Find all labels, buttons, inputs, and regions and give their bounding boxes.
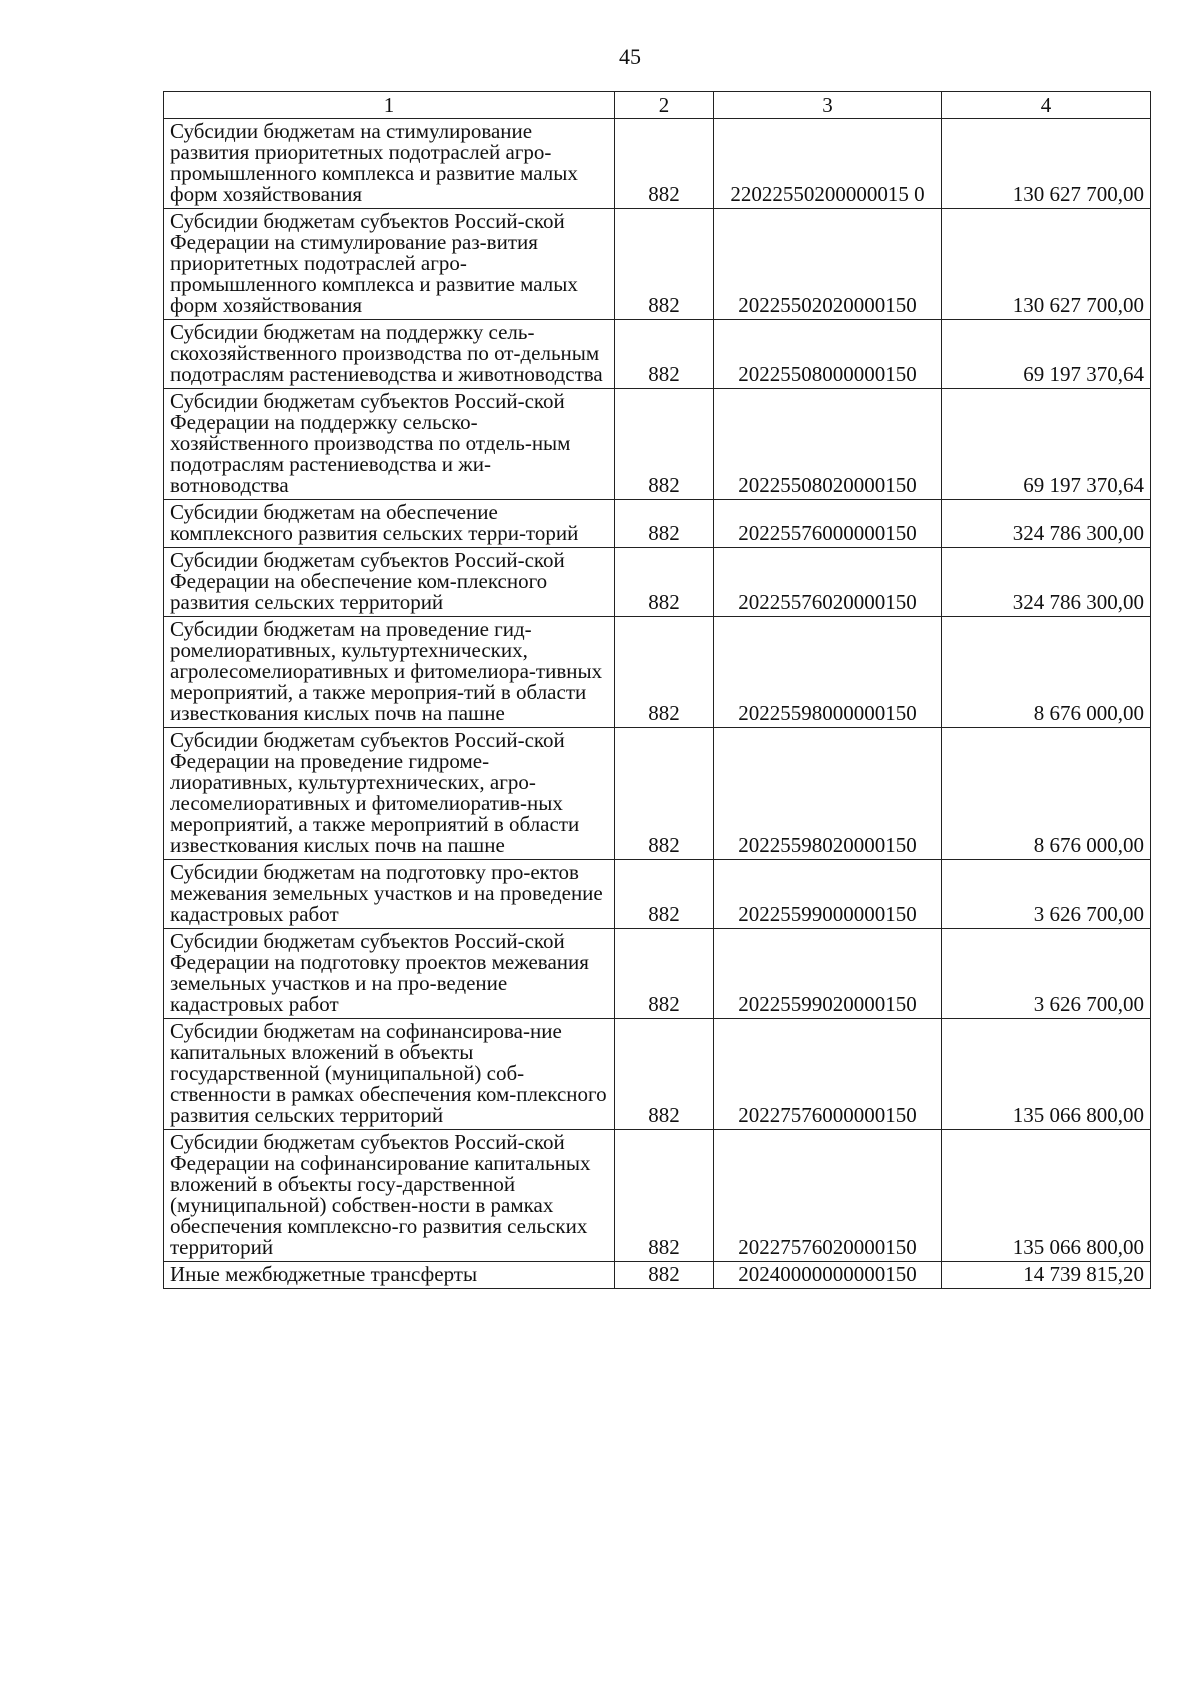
row-budget-code: 20240000000000150 (714, 1262, 942, 1289)
row-amount: 324 786 300,00 (942, 548, 1151, 617)
table-header-row (164, 92, 1151, 119)
row-amount: 8 676 000,00 (942, 617, 1151, 728)
row-name: Субсидии бюджетам субъектов Россий-ской Федерации на поддержку сельско-хозяйственного производства по отдель-ным подотраслям растениеводства и жи-вотноводства (164, 389, 615, 500)
row-amount: 130 627 700,00 (942, 209, 1151, 320)
row-amount: 3 626 700,00 (942, 929, 1151, 1019)
row-admin-code: 882 (615, 929, 714, 1019)
row-amount: 130 627 700,00 (942, 119, 1151, 209)
row-name: Субсидии бюджетам субъектов Россий-ской Федерации на софинансирование капитальных вложений в объекты госу-дарственной (муниципальной) собствен-ности в рамках обеспечения комплексно-го развития сельских территорий (164, 1130, 615, 1262)
table-row (164, 548, 1151, 617)
row-admin-code: 882 (615, 119, 714, 209)
row-name: Субсидии бюджетам на стимулирование развития приоритетных подотраслей агро-промышленного комплекса и развитие малых форм хозяйствования (164, 119, 615, 209)
row-admin-code: 882 (615, 1262, 714, 1289)
row-amount: 135 066 800,00 (942, 1130, 1151, 1262)
row-admin-code: 882 (615, 860, 714, 929)
row-budget-code: 20227576020000150 (714, 1130, 942, 1262)
page-number: 45 (619, 44, 641, 69)
table-row (164, 500, 1151, 548)
table-row (164, 119, 1151, 209)
table-row (164, 728, 1151, 860)
row-amount: 324 786 300,00 (942, 500, 1151, 548)
row-name: Субсидии бюджетам на поддержку сель-скохозяйственного производства по от-дельным подотраслям растениеводства и животноводства (164, 320, 615, 389)
column-header-3: 3 (714, 92, 942, 119)
table-row (164, 320, 1151, 389)
row-budget-code: 20225599020000150 (714, 929, 942, 1019)
row-budget-code: 20225508020000150 (714, 389, 942, 500)
table-row (164, 389, 1151, 500)
row-budget-code: 20225599000000150 (714, 860, 942, 929)
row-name: Иные межбюджетные трансферты (164, 1262, 615, 1289)
row-amount: 8 676 000,00 (942, 728, 1151, 860)
row-budget-code: 20225598020000150 (714, 728, 942, 860)
row-name: Субсидии бюджетам на обеспечение комплексного развития сельских терри-торий (164, 500, 615, 548)
row-budget-code: 20225508000000150 (714, 320, 942, 389)
table-row (164, 1262, 1151, 1289)
row-budget-code: 20227576000000150 (714, 1019, 942, 1130)
row-admin-code: 882 (615, 500, 714, 548)
row-amount: 14 739 815,20 (942, 1262, 1151, 1289)
row-name: Субсидии бюджетам субъектов Россий-ской Федерации на обеспечение ком-плексного развития сельских территорий (164, 548, 615, 617)
row-amount: 3 626 700,00 (942, 860, 1151, 929)
row-budget-code: 22022550200000015 0 (714, 119, 942, 209)
row-admin-code: 882 (615, 209, 714, 320)
row-amount: 135 066 800,00 (942, 1019, 1151, 1130)
table-row (164, 209, 1151, 320)
row-budget-code: 20225502020000150 (714, 209, 942, 320)
row-admin-code: 882 (615, 1130, 714, 1262)
row-name: Субсидии бюджетам субъектов Россий-ской Федерации на подготовку проектов межевания земельных участков и на про-ведение кадастровых работ (164, 929, 615, 1019)
row-admin-code: 882 (615, 728, 714, 860)
table-row (164, 860, 1151, 929)
row-name: Субсидии бюджетам субъектов Россий-ской Федерации на проведение гидроме-лиоративных, культуртехнических, агро-лесомелиоративных и фитомелиоратив-ных мероприятий, а также мероприятий в области известкования кислых почв на пашне (164, 728, 615, 860)
row-admin-code: 882 (615, 617, 714, 728)
table-row (164, 1019, 1151, 1130)
row-admin-code: 882 (615, 548, 714, 617)
row-name: Субсидии бюджетам на подготовку про-ектов межевания земельных участков и на проведение кадастровых работ (164, 860, 615, 929)
row-admin-code: 882 (615, 389, 714, 500)
row-budget-code: 20225576000000150 (714, 500, 942, 548)
row-amount: 69 197 370,64 (942, 320, 1151, 389)
row-name: Субсидии бюджетам на софинансирова-ние капитальных вложений в объекты государственной (муниципальной) соб-ственности в рамках обеспечения ком-плексного развития сельских территорий (164, 1019, 615, 1130)
column-header-4: 4 (942, 92, 1151, 119)
row-amount: 69 197 370,64 (942, 389, 1151, 500)
row-name: Субсидии бюджетам субъектов Россий-ской Федерации на стимулирование раз-вития приоритетных подотраслей агро-промышленного комплекса и развитие малых форм хозяйствования (164, 209, 615, 320)
table-row (164, 929, 1151, 1019)
column-header-2: 2 (615, 92, 714, 119)
table-row (164, 1130, 1151, 1262)
column-header-1: 1 (164, 92, 615, 119)
row-admin-code: 882 (615, 320, 714, 389)
row-name: Субсидии бюджетам на проведение гид-ромелиоративных, культуртехнических, агролесомелиоративных и фитомелиора-тивных мероприятий, а также мероприя-тий в области известкования кислых почв на пашне (164, 617, 615, 728)
budget-table (163, 91, 1151, 1289)
row-admin-code: 882 (615, 1019, 714, 1130)
row-budget-code: 20225598000000150 (714, 617, 942, 728)
row-budget-code: 20225576020000150 (714, 548, 942, 617)
table-row (164, 617, 1151, 728)
